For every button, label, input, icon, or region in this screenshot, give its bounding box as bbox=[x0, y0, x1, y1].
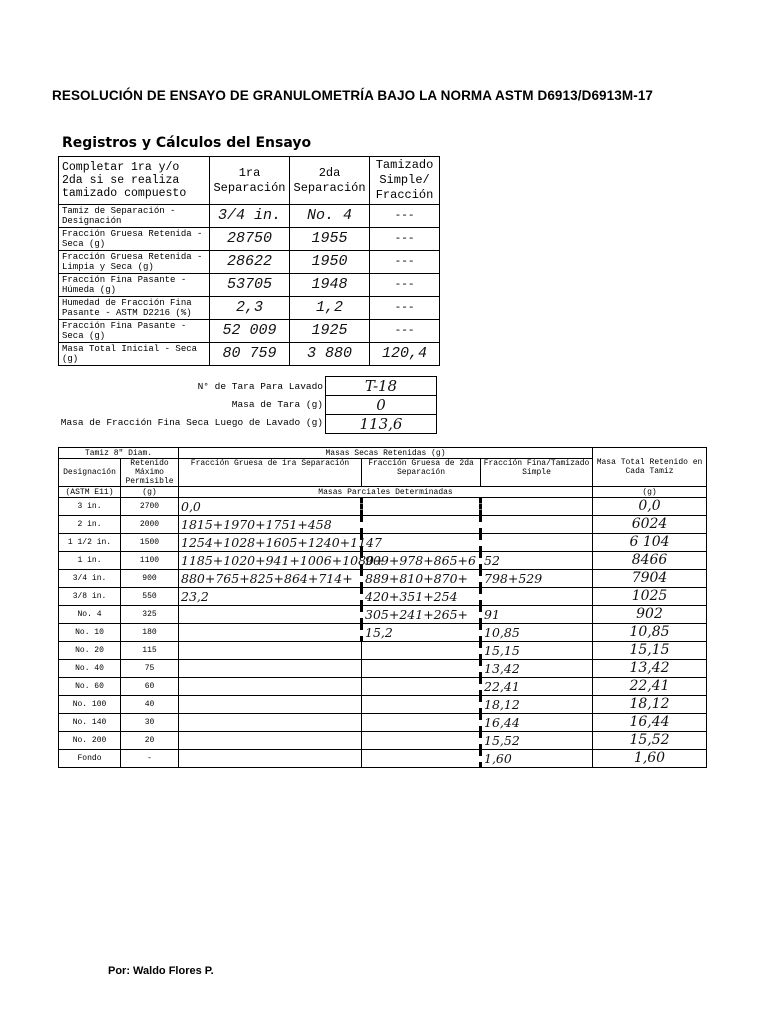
sieve-coarse2-masses bbox=[362, 516, 481, 534]
records-row-label: Fracción Fina Pasante - Húmeda (g) bbox=[59, 274, 210, 297]
sieve-header-fina: Fracción Fina/Tamizado Simple bbox=[481, 459, 593, 487]
sieve-row bbox=[59, 570, 707, 588]
sieve-coarse1-masses bbox=[179, 660, 362, 678]
records-row bbox=[59, 205, 440, 228]
tare-number-value: T-18 bbox=[326, 377, 437, 396]
sieve-max-retained: 550 bbox=[121, 588, 179, 606]
sieve-max-retained: 900 bbox=[121, 570, 179, 588]
document-title: RESOLUCIÓN DE ENSAYO DE GRANULOMETRÍA BAJO LA NORMA ASTM D6913/D6913M-17 bbox=[52, 88, 654, 103]
sieve-designation: 2 in. bbox=[59, 516, 121, 534]
sieve-fine-masses: 1,60 bbox=[481, 750, 593, 768]
tare-table bbox=[325, 376, 437, 434]
sieve-max-retained: 180 bbox=[121, 624, 179, 642]
sieve-row bbox=[59, 588, 707, 606]
sieve-total-retained: 10,85 bbox=[593, 624, 707, 642]
records-row bbox=[59, 343, 440, 366]
records-row-label: Humedad de Fracción Fina Pasante - ASTM D2216 (%) bbox=[59, 297, 210, 320]
sieve-row bbox=[59, 750, 707, 768]
sieve-fine-masses: 798+529 bbox=[481, 570, 593, 588]
sieve-max-retained: 325 bbox=[121, 606, 179, 624]
sieve-row bbox=[59, 696, 707, 714]
sieve-fine-masses bbox=[481, 588, 593, 606]
sieve-coarse1-masses bbox=[179, 750, 362, 768]
sieve-row bbox=[59, 606, 707, 624]
sieve-designation: No. 60 bbox=[59, 678, 121, 696]
sieve-fine-masses bbox=[481, 534, 593, 552]
sieve-fine-masses bbox=[481, 516, 593, 534]
sieve-fine-masses: 52 bbox=[481, 552, 593, 570]
tare-mass-label: Masa de Tara (g) bbox=[231, 399, 323, 410]
sieve-max-retained: 2700 bbox=[121, 498, 179, 516]
sieve-total-retained: 6 104 bbox=[593, 534, 707, 552]
section-heading: Registros y Cálculos del Ensayo bbox=[62, 135, 312, 151]
sieve-header-row bbox=[59, 487, 707, 498]
sieve-row bbox=[59, 732, 707, 750]
records-header-col3: Tamizado Simple/ Fracción bbox=[370, 157, 440, 205]
records-header-col2: 2da Separación bbox=[290, 157, 370, 205]
sieve-coarse1-masses bbox=[179, 732, 362, 750]
sieve-header-gruesa1: Fracción Gruesa de 1ra Separación bbox=[179, 459, 362, 487]
sieve-header-masas: Masas Secas Retenidas (g) bbox=[179, 448, 593, 459]
sieve-coarse2-masses bbox=[362, 660, 481, 678]
sieve-table bbox=[58, 447, 707, 768]
records-header-row bbox=[59, 157, 440, 205]
sieve-max-retained: 40 bbox=[121, 696, 179, 714]
sieve-header-total-unit: (g) bbox=[593, 487, 707, 498]
records-row-label: Fracción Gruesa Retenida - Limpia y Seca (g) bbox=[59, 251, 210, 274]
sieve-header-unit: (g) bbox=[121, 487, 179, 498]
records-row bbox=[59, 228, 440, 251]
sieve-coarse1-masses bbox=[179, 678, 362, 696]
sieve-max-retained: 2000 bbox=[121, 516, 179, 534]
records-row bbox=[59, 320, 440, 343]
sieve-fine-masses: 13,42 bbox=[481, 660, 593, 678]
sieve-header-designacion: Designación bbox=[59, 459, 121, 487]
records-value-1ra: 2,3 bbox=[209, 297, 289, 320]
sieve-coarse1-masses: 1254+1028+1605+1240+1147 bbox=[179, 534, 362, 552]
sieve-header-tamiz: Tamiz 8" Diam. bbox=[59, 448, 179, 459]
sieve-max-retained: 1500 bbox=[121, 534, 179, 552]
sieve-total-retained: 6024 bbox=[593, 516, 707, 534]
sieve-coarse1-masses: 0,0 bbox=[179, 498, 362, 516]
sieve-designation: Fondo bbox=[59, 750, 121, 768]
sieve-designation: 1 in. bbox=[59, 552, 121, 570]
sieve-row bbox=[59, 624, 707, 642]
sieve-coarse2-masses bbox=[362, 732, 481, 750]
sieve-max-retained: - bbox=[121, 750, 179, 768]
sieve-total-retained: 7904 bbox=[593, 570, 707, 588]
sieve-designation: No. 10 bbox=[59, 624, 121, 642]
records-header-col1: 1ra Separación bbox=[209, 157, 289, 205]
sieve-max-retained: 75 bbox=[121, 660, 179, 678]
sieve-coarse2-masses bbox=[362, 678, 481, 696]
tare-mass-value: 0 bbox=[326, 396, 437, 415]
sieve-fine-masses: 18,12 bbox=[481, 696, 593, 714]
sieve-row bbox=[59, 534, 707, 552]
records-value-simple: --- bbox=[370, 205, 440, 228]
sieve-designation: No. 140 bbox=[59, 714, 121, 732]
sieve-coarse1-masses bbox=[179, 624, 362, 642]
sieve-fine-masses bbox=[481, 498, 593, 516]
sieve-total-retained: 1025 bbox=[593, 588, 707, 606]
fine-dry-mass-value: 113,6 bbox=[326, 415, 437, 434]
sieve-coarse1-masses: 23,2 bbox=[179, 588, 362, 606]
sieve-designation: No. 20 bbox=[59, 642, 121, 660]
sieve-header-total: Masa Total Retenido en Cada Tamiz bbox=[593, 448, 707, 487]
sieve-designation: 3/4 in. bbox=[59, 570, 121, 588]
fine-dry-mass-label: Masa de Fracción Fina Seca Luego de Lavado (g) bbox=[60, 417, 323, 428]
records-value-2da: 1948 bbox=[290, 274, 370, 297]
sieve-designation: 1 1/2 in. bbox=[59, 534, 121, 552]
sieve-fine-masses: 91 bbox=[481, 606, 593, 624]
records-value-2da: 1950 bbox=[290, 251, 370, 274]
records-value-simple: 120,4 bbox=[370, 343, 440, 366]
records-value-1ra: 3/4 in. bbox=[209, 205, 289, 228]
sieve-row bbox=[59, 678, 707, 696]
sieve-fine-masses: 10,85 bbox=[481, 624, 593, 642]
sieve-coarse2-masses: 889+810+870+ bbox=[362, 570, 481, 588]
sieve-coarse2-masses bbox=[362, 696, 481, 714]
sieve-coarse1-masses bbox=[179, 606, 362, 624]
records-row-label: Masa Total Inicial - Seca (g) bbox=[59, 343, 210, 366]
sieve-total-retained: 22,41 bbox=[593, 678, 707, 696]
records-value-simple: --- bbox=[370, 320, 440, 343]
tare-number-label: N° de Tara Para Lavado bbox=[197, 381, 323, 392]
sieve-row bbox=[59, 642, 707, 660]
records-row bbox=[59, 251, 440, 274]
records-row-label: Tamiz de Separación - Designación bbox=[59, 205, 210, 228]
sieve-designation: No. 100 bbox=[59, 696, 121, 714]
records-value-simple: --- bbox=[370, 274, 440, 297]
sieve-max-retained: 1100 bbox=[121, 552, 179, 570]
sieve-coarse2-masses: 420+351+254 bbox=[362, 588, 481, 606]
records-value-1ra: 28622 bbox=[209, 251, 289, 274]
records-row-label: Fracción Fina Pasante - Seca (g) bbox=[59, 320, 210, 343]
sieve-total-retained: 16,44 bbox=[593, 714, 707, 732]
sieve-fine-masses: 15,15 bbox=[481, 642, 593, 660]
sieve-coarse1-masses bbox=[179, 642, 362, 660]
records-row bbox=[59, 297, 440, 320]
sieve-total-retained: 15,52 bbox=[593, 732, 707, 750]
sieve-header-astm: (ASTM E11) bbox=[59, 487, 121, 498]
records-value-2da: 1,2 bbox=[290, 297, 370, 320]
sieve-max-retained: 20 bbox=[121, 732, 179, 750]
sieve-fine-masses: 15,52 bbox=[481, 732, 593, 750]
sieve-coarse2-masses bbox=[362, 642, 481, 660]
sieve-header-row bbox=[59, 448, 707, 459]
records-row bbox=[59, 274, 440, 297]
sieve-total-retained: 1,60 bbox=[593, 750, 707, 768]
records-value-2da: No. 4 bbox=[290, 205, 370, 228]
records-value-simple: --- bbox=[370, 228, 440, 251]
sieve-coarse1-masses bbox=[179, 714, 362, 732]
records-value-2da: 1955 bbox=[290, 228, 370, 251]
sieve-coarse2-masses bbox=[362, 498, 481, 516]
sieve-coarse1-masses: 1185+1020+941+1006+1080+ bbox=[179, 552, 362, 570]
sieve-row bbox=[59, 498, 707, 516]
sieve-coarse2-masses: 305+241+265+ bbox=[362, 606, 481, 624]
sieve-coarse1-masses: 880+765+825+864+714+ bbox=[179, 570, 362, 588]
sieve-total-retained: 8466 bbox=[593, 552, 707, 570]
records-value-simple: --- bbox=[370, 297, 440, 320]
sieve-total-retained: 15,15 bbox=[593, 642, 707, 660]
records-value-1ra: 28750 bbox=[209, 228, 289, 251]
records-value-2da: 1925 bbox=[290, 320, 370, 343]
records-table bbox=[58, 156, 440, 366]
records-value-1ra: 80 759 bbox=[209, 343, 289, 366]
sieve-designation: No. 40 bbox=[59, 660, 121, 678]
author-credit: Por: Waldo Flores P. bbox=[108, 965, 214, 977]
sieve-row bbox=[59, 714, 707, 732]
records-header-label: Completar 1ra y/o 2da si se realiza tamizado compuesto bbox=[59, 157, 210, 205]
sieve-designation: No. 4 bbox=[59, 606, 121, 624]
sieve-coarse2-masses bbox=[362, 750, 481, 768]
sieve-header-parciales: Masas Parciales Determinadas bbox=[179, 487, 593, 498]
sieve-max-retained: 30 bbox=[121, 714, 179, 732]
sieve-designation: No. 200 bbox=[59, 732, 121, 750]
records-value-2da: 3 880 bbox=[290, 343, 370, 366]
sieve-coarse1-masses bbox=[179, 696, 362, 714]
records-value-1ra: 53705 bbox=[209, 274, 289, 297]
sieve-row bbox=[59, 552, 707, 570]
sieve-total-retained: 13,42 bbox=[593, 660, 707, 678]
sieve-coarse2-masses bbox=[362, 714, 481, 732]
sieve-designation: 3 in. bbox=[59, 498, 121, 516]
sieve-fine-masses: 16,44 bbox=[481, 714, 593, 732]
records-row-label: Fracción Gruesa Retenida - Seca (g) bbox=[59, 228, 210, 251]
sieve-header-gruesa2: Fracción Gruesa de 2da Separación bbox=[362, 459, 481, 487]
records-value-simple: --- bbox=[370, 251, 440, 274]
sieve-row bbox=[59, 516, 707, 534]
sieve-coarse1-masses: 1815+1970+1751+458 bbox=[179, 516, 362, 534]
records-value-1ra: 52 009 bbox=[209, 320, 289, 343]
sieve-total-retained: 18,12 bbox=[593, 696, 707, 714]
sieve-row bbox=[59, 660, 707, 678]
sieve-max-retained: 115 bbox=[121, 642, 179, 660]
sieve-fine-masses: 22,41 bbox=[481, 678, 593, 696]
sieve-coarse2-masses: 909+978+865+6 bbox=[362, 552, 481, 570]
sieve-total-retained: 0,0 bbox=[593, 498, 707, 516]
sieve-max-retained: 60 bbox=[121, 678, 179, 696]
sieve-total-retained: 902 bbox=[593, 606, 707, 624]
sieve-header-retenido: Retenido Máximo Permisible bbox=[121, 459, 179, 487]
sieve-coarse2-masses: 15,2 bbox=[362, 624, 481, 642]
sieve-designation: 3/8 in. bbox=[59, 588, 121, 606]
